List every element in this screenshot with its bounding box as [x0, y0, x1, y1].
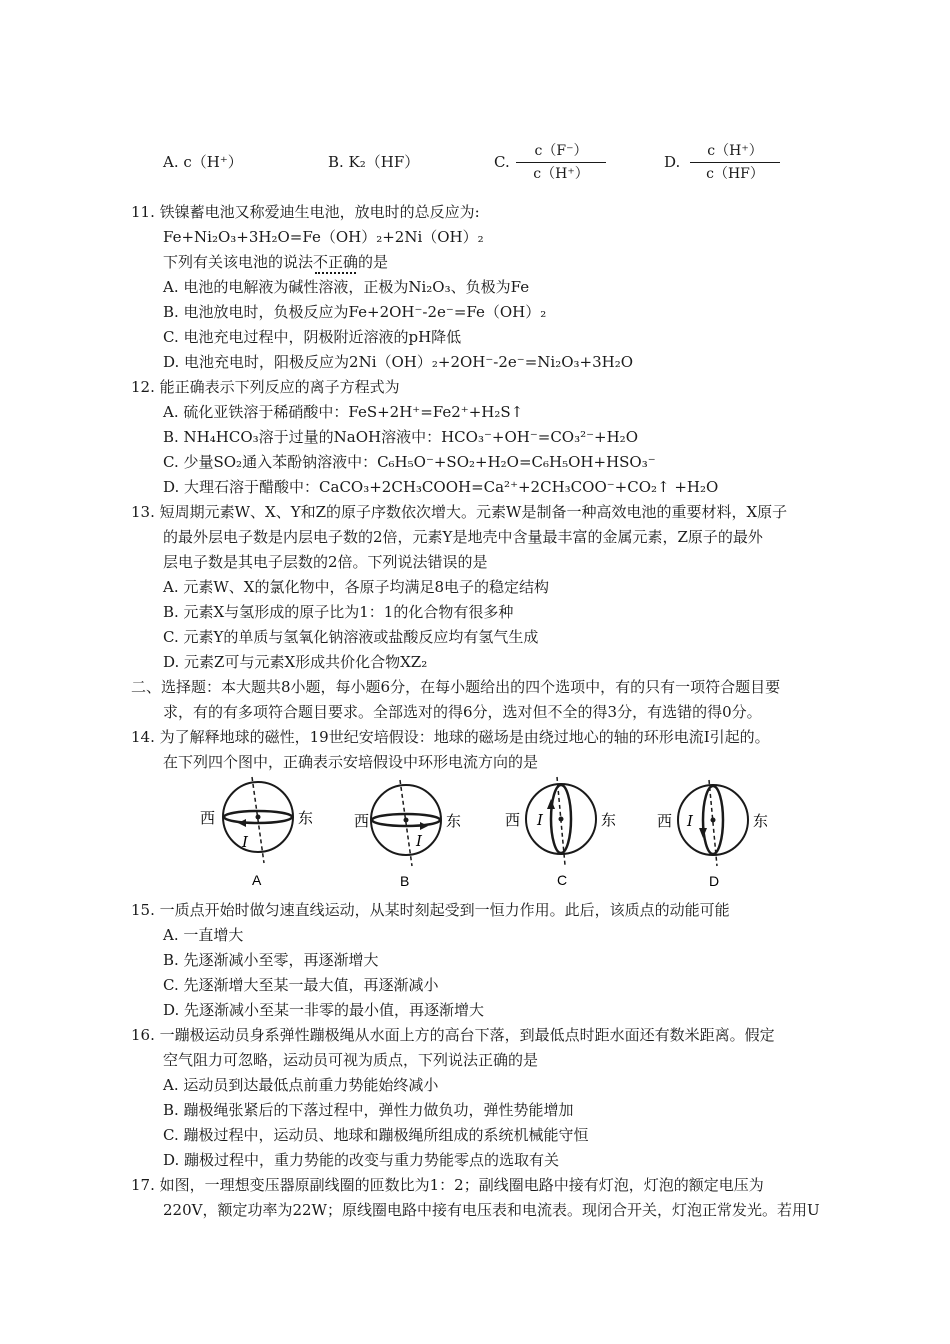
q16-option-b: B. 蹦极绳张紧后的下落过程中，弹性力做负功，弹性势能增加 [163, 1101, 574, 1119]
q14-figure-b-svg [352, 778, 482, 893]
east-label: 东 [446, 812, 462, 830]
q11-option-b: B. 电池放电时，负极反应为Fe+2OH⁻-2e⁻=Fe（OH）₂ [163, 303, 547, 321]
east-label: 东 [298, 809, 314, 827]
q10-option-c-denominator: c（H⁺） [533, 166, 589, 182]
q12-option-b: B. NH₄HCO₃溶于过量的NaOH溶液中：HCO₃⁻+OH⁻=CO₃²⁻+H₂O [163, 428, 638, 446]
q16-option-a: A. 运动员到达最低点前重力势能始终减小 [163, 1076, 439, 1094]
q10-option-c-numerator: c（F⁻） [516, 142, 606, 163]
q14-stem-line-1: 14. 为了解释地球的磁性，19世纪安培假设：地球的磁场是由绕过地心的轴的环形电流Ⅰ引起的。 [131, 728, 770, 746]
q11-prompt-before: 下列有关该电池的说法 [163, 253, 314, 271]
current-label: I [416, 832, 422, 850]
east-label: 东 [753, 812, 769, 830]
q16-stem-line-1: 16. 一蹦极运动员身系弹性蹦极绳从水面上方的高台下落，到最低点时距水面还有数米距离。假定 [131, 1026, 775, 1044]
q13-stem-line-1: 13. 短周期元素W、X、Y和Z的原子序数依次增大。元素W是制备一种高效电池的重要材料，X原子 [131, 503, 788, 521]
earth-center [711, 818, 716, 823]
west-label: 西 [200, 809, 216, 827]
q13-stem-line-3: 层电子数是其电子层数的2倍。下列说法错误的是 [163, 553, 488, 571]
q10-option-d-fraction [690, 142, 780, 183]
earth-center [559, 817, 564, 822]
q10-option-d-denominator: c（HF） [706, 166, 764, 182]
figure-label: D [709, 873, 720, 889]
section2-heading-line-1: 二、选择题：本大题共8小题，每小题6分，在每小题给出的四个选项中，有的只有一项符合题目要 [131, 678, 781, 696]
figure-label: C [557, 872, 568, 888]
q15-stem: 15. 一质点开始时做匀速直线运动，从某时刻起受到一恒力作用。此后，该质点的动能可能 [131, 901, 730, 919]
q11-option-c: C. 电池充电过程中，阴极附近溶液的pH降低 [163, 328, 462, 346]
q14-figure-d-svg [657, 778, 787, 893]
q14-figure-c-svg [505, 775, 635, 890]
q11-prompt [163, 252, 388, 272]
q11-equation: Fe+Ni₂O₃+3H₂O=Fe（OH）₂+2Ni（OH）₂ [163, 228, 484, 246]
current-arrow-icon [238, 819, 246, 827]
current-arrow-icon [699, 828, 707, 838]
q12-option-c: C. 少量SO₂通入苯酚钠溶液中：C₆H₅O⁻+SO₂+H₂O=C₆H₅OH+HSO₃⁻ [163, 453, 656, 471]
figure-label: B [400, 873, 410, 889]
current-label: I [687, 812, 693, 830]
q15-option-c: C. 先逐渐增大至某一最大值，再逐渐减小 [163, 976, 439, 994]
q15-option-b: B. 先逐渐减小至零，再逐渐增大 [163, 951, 379, 969]
q10-option-c-label: C. [494, 153, 510, 171]
q16-stem-line-2: 空气阻力可忽略，运动员可视为质点，下列说法正确的是 [163, 1051, 539, 1069]
q12-option-a: A. 硫化亚铁溶于稀硝酸中：FeS+2H⁺=Fe2⁺+H₂S↑ [163, 403, 524, 421]
section2-heading-line-2: 求，有的有多项符合题目要求。全部选对的得6分，选对但不全的得3分，有选错的得0分。 [163, 703, 762, 721]
current-arrow-icon [420, 822, 428, 830]
q13-option-a: A. 元素W、X的氯化物中，各原子均满足8电子的稳定结构 [163, 578, 550, 596]
earth-axis [252, 777, 264, 863]
west-label: 西 [657, 812, 673, 830]
q12-stem: 12. 能正确表示下列反应的离子方程式为 [131, 378, 400, 396]
q15-option-d: D. 先逐渐减小至某一非零的最小值，再逐渐增大 [163, 1001, 485, 1019]
west-label: 西 [354, 812, 370, 830]
west-label: 西 [505, 811, 521, 829]
earth-center [404, 818, 409, 823]
q10-option-c-fraction [516, 142, 606, 183]
q13-option-c: C. 元素Y的单质与氢氧化钠溶液或盐酸反应均有氢气生成 [163, 628, 539, 646]
q14-figure-b [352, 778, 482, 893]
current-label: I [537, 811, 543, 829]
q17-stem-line-1: 17. 如图，一理想变压器原副线圈的匝数比为1：2；副线圈电路中接有灯泡，灯泡的额定电压为 [131, 1176, 764, 1194]
q16-option-d: D. 蹦极过程中，重力势能的改变与重力势能零点的选取有关 [163, 1151, 560, 1169]
earth-center [256, 815, 261, 820]
q17-stem-line-2: 220V，额定功率为22W；原线圈电路中接有电压表和电流表。现闭合开关，灯泡正常发光。若用U [163, 1201, 820, 1219]
q13-option-d: D. 元素Z可与元素X形成共价化合物XZ₂ [163, 653, 428, 671]
east-label: 东 [601, 811, 617, 829]
q14-figure-a [200, 775, 330, 890]
q10-option-b: B. K₂（HF） [328, 153, 420, 171]
q10-option-d-label: D. [664, 153, 681, 171]
q14-figure-a-svg [200, 775, 330, 890]
q14-figure-d [657, 778, 787, 893]
q11-option-d: D. 电池充电时，阳极反应为2Ni（OH）₂+2OH⁻-2e⁻=Ni₂O₃+3H₂O [163, 353, 634, 371]
q15-option-a: A. 一直增大 [163, 926, 244, 944]
q10-option-d-numerator: c（H⁺） [690, 142, 780, 163]
figure-label: A [252, 872, 262, 888]
q11-prompt-after: 的是 [358, 253, 389, 271]
earth-axis [400, 780, 412, 866]
q13-option-b: B. 元素X与氢形成的原子比为1：1的化合物有很多种 [163, 603, 514, 621]
q12-option-d: D. 大理石溶于醋酸中：CaCO₃+2CH₃COOH=Ca²⁺+2CH₃COO⁻+CO₂↑ +H₂O [163, 478, 719, 496]
q10-option-a: A. c（H⁺） [163, 153, 243, 171]
q11-prompt-emphasis: 不正确 [313, 253, 359, 271]
q11-option-a: A. 电池的电解液为碱性溶液，正极为Ni₂O₃、负极为Fe [163, 278, 530, 296]
q14-stem-line-2: 在下列四个图中，正确表示安培假设中环形电流方向的是 [163, 753, 539, 771]
q14-figure-c [505, 775, 635, 890]
q16-option-c: C. 蹦极过程中，运动员、地球和蹦极绳所组成的系统机械能守恒 [163, 1126, 589, 1144]
current-label: I [242, 833, 248, 851]
q13-stem-line-2: 的最外层电子数是内层电子数的2倍，元素Y是地壳中含量最丰富的金属元素，Z原子的最外 [163, 528, 763, 546]
q11-stem: 11. 铁镍蓄电池又称爱迪生电池，放电时的总反应为: [131, 203, 480, 221]
